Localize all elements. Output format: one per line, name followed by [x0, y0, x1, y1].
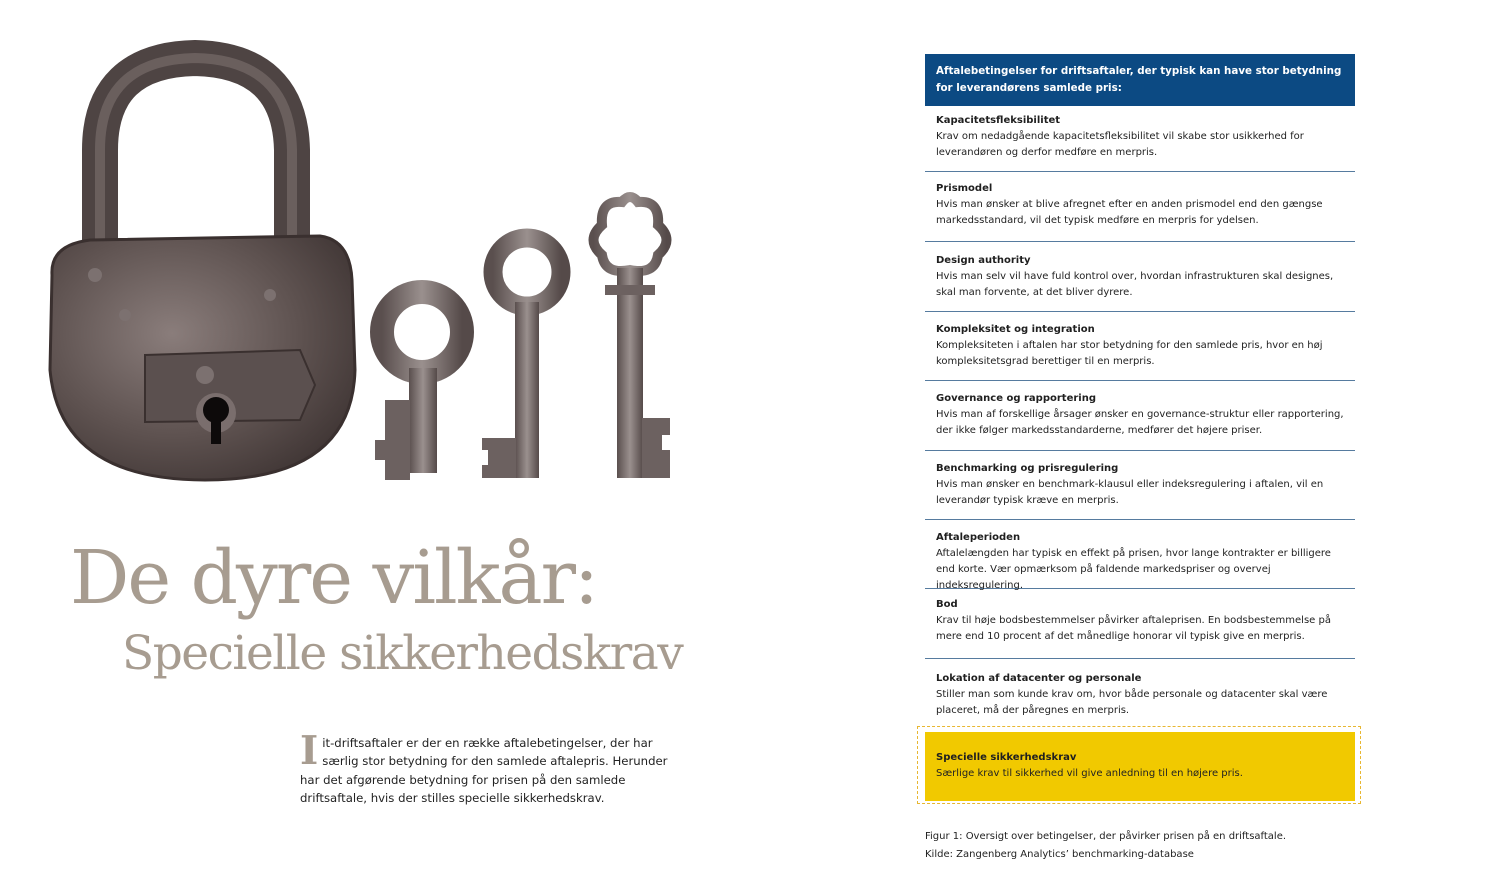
row-title: Kompleksitet og integration — [936, 324, 1095, 335]
table-row — [925, 451, 1355, 520]
page-title: De dyre vilkår: — [70, 535, 597, 621]
row-text: Krav om nedadgående kapacitetsfleksibilitet vil skabe stor usikkerhed for leverandøren og derfor medføre en merpris. — [936, 131, 1304, 158]
table-header: Aftalebetingelser for driftsaftaler, der typisk kan have stor betydning for leverandørens samlede pris: — [925, 54, 1355, 106]
row-text: Krav til høje bodsbestemmelser påvirker aftaleprisen. En bodsbestemmelse på mere end 10 procent af det månedlige honorar vil typisk give en merpris. — [936, 615, 1331, 642]
key-icon — [482, 238, 561, 478]
caption-source: Kilde: Zangenberg Analytics’ benchmarking-database — [925, 849, 1194, 860]
row-title: Prismodel — [936, 183, 993, 194]
table-row — [925, 520, 1355, 589]
row-text: Hvis man ønsker at blive afregnet efter en anden prismodel end den gængse markedsstandard, vil det typisk medføre en merpris for ydelsen. — [936, 199, 1323, 226]
dropcap-letter: I — [300, 728, 319, 774]
intro-text: it-driftsaftaler er der en række aftalebetingelser, der har særlig stor betydning for den samlede aftalepris. Herunder har det afgørende betydning for prisen på den samlede driftsaftale, hvis der stilles specielle sikkerhedskrav. — [300, 736, 668, 806]
table-row — [925, 106, 1355, 172]
row-text: Stiller man som kunde krav om, hvor både personale og datacenter skal være placeret, må der påregnes en merpris. — [936, 689, 1328, 716]
row-text: Hvis man selv vil have fuld kontrol over, hvordan infrastrukturen skal designes, skal man forvente, at det bliver dyrere. — [936, 271, 1334, 298]
table-row — [925, 242, 1355, 312]
row-text: Hvis man ønsker en benchmark-klausul eller indeksregulering i aftalen, vil en leverandør typisk kræve en merpris. — [936, 479, 1324, 506]
row-text: Særlige krav til sikkerhed vil give anledning til en højere pris. — [936, 768, 1243, 779]
page-subtitle: Specielle sikkerhedskrav — [122, 626, 683, 681]
padlock-icon — [50, 58, 355, 480]
table-row — [925, 172, 1355, 242]
highlighted-row — [925, 732, 1355, 801]
caption-figure: Figur 1: Oversigt over betingelser, der påvirker prisen på en driftsaftale. — [925, 831, 1287, 842]
row-title: Benchmarking og prisregulering — [936, 463, 1119, 474]
conditions-table — [925, 54, 1355, 723]
row-title: Kapacitetsfleksibilitet — [936, 115, 1061, 126]
table-row — [925, 659, 1355, 723]
row-title: Governance og rapportering — [936, 393, 1096, 404]
row-title: Design authority — [936, 255, 1031, 266]
table-row — [925, 312, 1355, 381]
key-icon — [594, 197, 671, 478]
row-title: Lokation af datacenter og personale — [936, 673, 1142, 684]
table-row — [925, 381, 1355, 451]
row-title: Bod — [936, 599, 958, 610]
intro-paragraph — [300, 728, 682, 808]
row-title: Aftaleperioden — [936, 532, 1021, 543]
padlock-and-keys-illustration — [30, 40, 690, 500]
row-text: Kompleksiteten i aftalen har stor betydning for den samlede pris, hvor en høj kompleksitetsgrad berettiger til en merpris. — [936, 340, 1323, 367]
row-text: Hvis man af forskellige årsager ønsker en governance-struktur eller rapportering, der ikke følger markedsstandarderne, medfører det højere priser. — [936, 409, 1344, 436]
key-icon — [375, 292, 462, 480]
table-row — [925, 589, 1355, 659]
figure-caption — [925, 828, 1286, 864]
row-title: Specielle sikkerhedskrav — [936, 752, 1077, 763]
row-text: Aftalelængden har typisk en effekt på prisen, hvor lange kontrakter er billigere end korte. Vær opmærksom på faldende markedspriser og overvej indeksregulering. — [936, 548, 1331, 591]
